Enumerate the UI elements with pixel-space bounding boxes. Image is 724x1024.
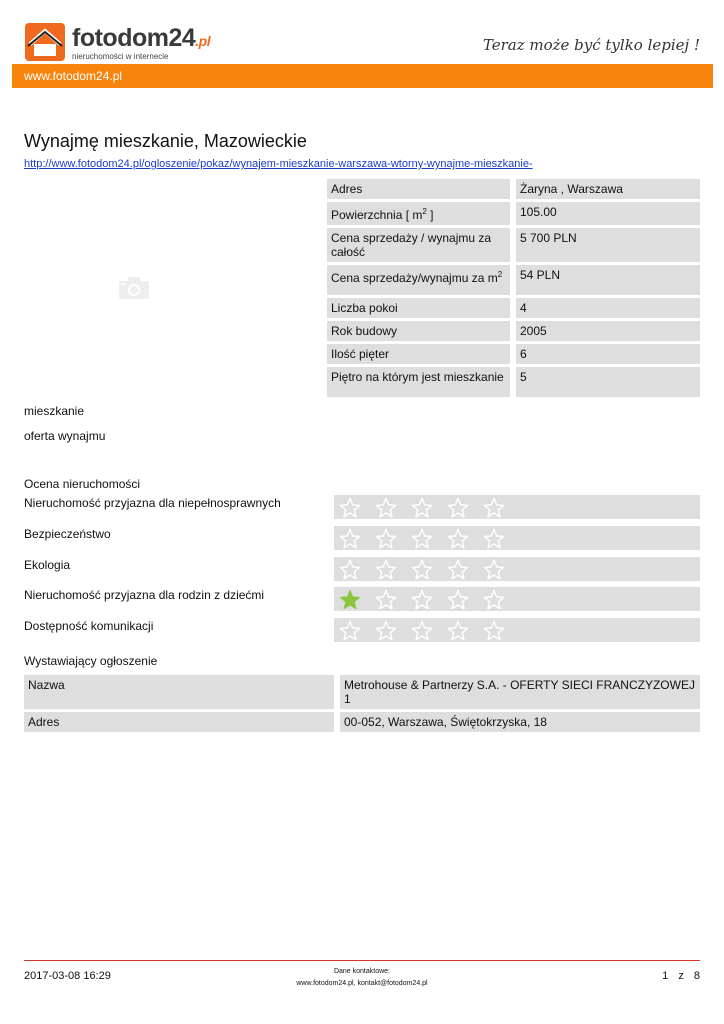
detail-value: 2005: [510, 321, 700, 341]
star-empty-icon: [446, 589, 470, 611]
star-empty-icon: [446, 497, 470, 519]
star-empty-icon: [482, 589, 506, 611]
star-empty-icon: [374, 589, 398, 611]
rating-label: Nieruchomość przyjazna dla rodzin z dziećmi: [24, 588, 265, 602]
star-empty-icon: [410, 559, 434, 581]
star-empty-icon: [482, 559, 506, 581]
advertiser-row: [24, 712, 700, 732]
star-empty-icon: [446, 620, 470, 642]
rating-label: Dostępność komunikacji: [24, 619, 154, 633]
detail-row: [327, 344, 700, 364]
rating-stars: [334, 618, 700, 642]
advertiser-label: Nazwa: [24, 675, 334, 709]
detail-value: 5 700 PLN: [510, 228, 700, 262]
site-url-link[interactable]: www.fotodom24.pl: [24, 69, 123, 83]
offer-type: oferta wynajmu: [24, 429, 106, 443]
detail-row: [327, 298, 700, 318]
star-empty-icon: [338, 620, 362, 642]
star-empty-icon: [482, 497, 506, 519]
rating-stars: [334, 526, 700, 550]
detail-value: 5: [510, 367, 700, 397]
detail-row: [327, 179, 700, 199]
detail-label: Adres: [327, 179, 510, 199]
brand-subtitle: nieruchomości w internecie: [72, 52, 169, 61]
rating-stars: [334, 587, 700, 611]
contact-details: www.fotodom24.pl, kontakt@fotodom24.pl: [296, 980, 428, 987]
rating-section-title: Ocena nieruchomości: [24, 477, 141, 491]
star-empty-icon: [446, 559, 470, 581]
detail-value: 105.00: [510, 202, 700, 225]
advertiser-label: Adres: [24, 712, 334, 732]
page-title: Wynajmę mieszkanie, Mazowieckie: [24, 131, 307, 151]
advertiser-table: [24, 672, 700, 735]
property-details-table: [327, 176, 700, 400]
advertiser-section-title: Wystawiający ogłoszenie: [24, 654, 158, 668]
star-empty-icon: [338, 528, 362, 550]
footer-date: 2017-03-08 16:29: [24, 970, 111, 982]
star-empty-icon: [338, 559, 362, 581]
star-empty-icon: [482, 620, 506, 642]
star-empty-icon: [482, 528, 506, 550]
detail-label: Liczba pokoi: [327, 298, 510, 318]
camera-icon: [118, 276, 150, 300]
detail-value: 6: [510, 344, 700, 364]
detail-label: Cena sprzedaży / wynajmu za całość: [327, 228, 510, 262]
detail-value: Żaryna , Warszawa: [510, 179, 700, 199]
star-empty-icon: [374, 528, 398, 550]
detail-row: [327, 321, 700, 341]
star-empty-icon: [410, 528, 434, 550]
star-empty-icon: [374, 559, 398, 581]
star-empty-icon: [410, 620, 434, 642]
detail-value: 4: [510, 298, 700, 318]
listing-url-link[interactable]: http://www.fotodom24.pl/ogloszenie/pokaz/wynajem-mieszkanie-warszawa-wtorny-wynajme-mieszkanie-: [24, 158, 533, 170]
property-type: mieszkanie: [24, 404, 85, 418]
rating-label: Ekologia: [24, 558, 71, 572]
contact-title: Dane kontaktowe:: [333, 968, 391, 975]
advertiser-row: [24, 675, 700, 709]
star-filled-icon: [338, 589, 362, 611]
rating-stars: [334, 557, 700, 581]
house-logo-icon: [24, 22, 66, 62]
brand-name: fotodom24.pl: [72, 24, 211, 52]
star-empty-icon: [374, 620, 398, 642]
detail-label: Piętro na którym jest mieszkanie: [327, 367, 510, 397]
footer-contact: [262, 966, 462, 990]
star-empty-icon: [338, 497, 362, 519]
star-empty-icon: [374, 497, 398, 519]
tagline: Teraz może być tylko lepiej !: [482, 36, 700, 54]
rating-stars: [334, 495, 700, 519]
star-empty-icon: [446, 528, 470, 550]
star-empty-icon: [410, 589, 434, 611]
header-bar: [12, 64, 713, 88]
rating-label: Nieruchomość przyjazna dla niepełnosprawnych: [24, 496, 281, 510]
footer-divider: [24, 960, 700, 961]
advertiser-value: Metrohouse & Partnerzy S.A. - OFERTY SIECI FRANCZYZOWEJ 1: [334, 675, 700, 709]
rating-label: Bezpieczeństwo: [24, 527, 111, 541]
detail-row: [327, 367, 700, 397]
advertiser-value: 00-052, Warszawa, Świętokrzyska, 18: [334, 712, 700, 732]
detail-label: Powierzchnia [ $m^2$ ]: [327, 202, 510, 225]
page-number: 1 z 8: [662, 970, 700, 982]
detail-row: [327, 265, 700, 295]
detail-label: Ilość pięter: [327, 344, 510, 364]
detail-row: [327, 202, 700, 225]
detail-label: Cena sprzedaży/wynajmu za $m^2$: [327, 265, 510, 295]
detail-value: 54 PLN: [510, 265, 700, 295]
star-empty-icon: [410, 497, 434, 519]
logo[interactable]: [24, 22, 211, 64]
detail-row: [327, 228, 700, 262]
detail-label: Rok budowy: [327, 321, 510, 341]
